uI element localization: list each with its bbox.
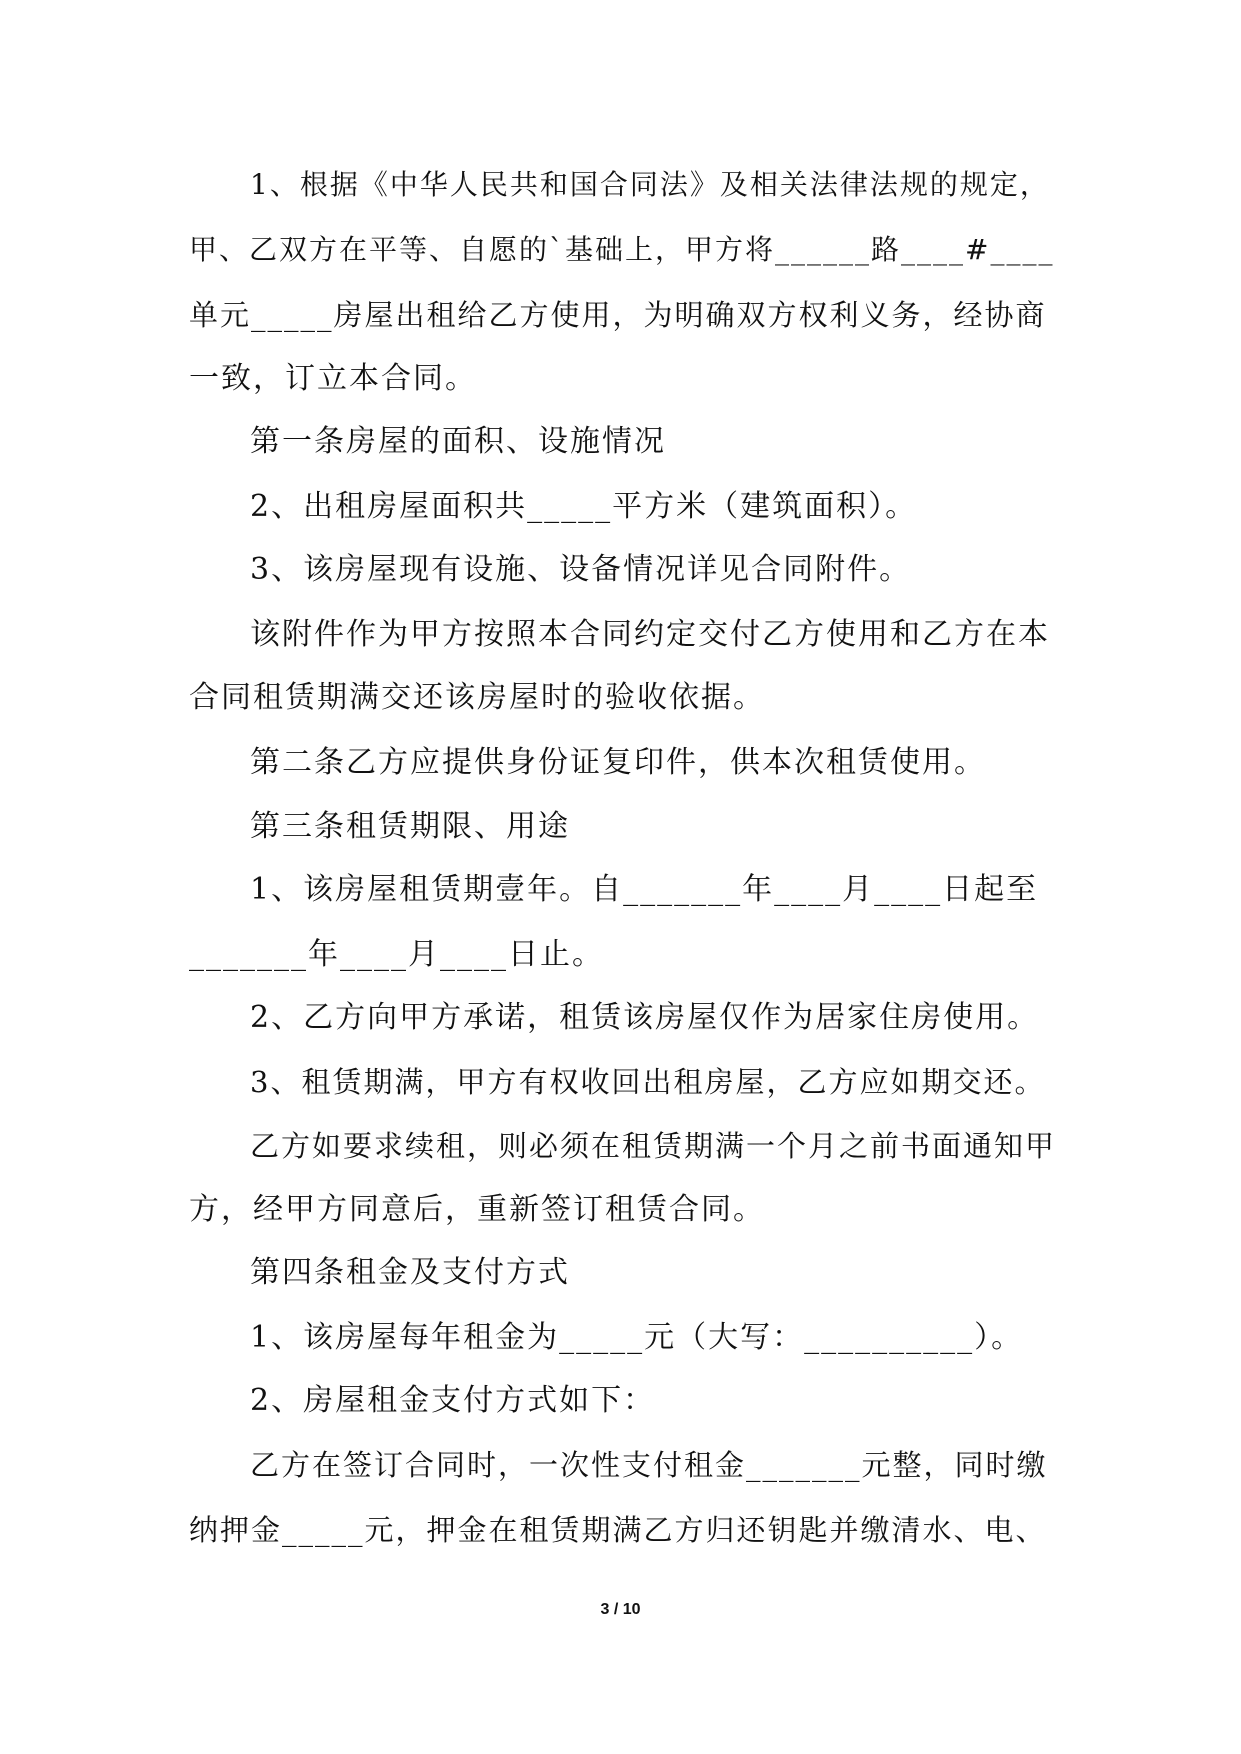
paragraph-line: 该附件作为甲方按照本合同约定交付乙方使用和乙方在本	[250, 617, 1050, 652]
section-heading: 第四条租金及支付方式	[250, 1255, 570, 1290]
paragraph-line: 甲、乙双方在平等、自愿的`基础上，甲方将______路____#____	[189, 233, 1055, 266]
paragraph-line: 2、乙方向甲方承诺，租赁该房屋仅作为居家住房使用。	[250, 1000, 1040, 1035]
paragraph-line: 1、根据《中华人民共和国合同法》及相关法律法规的规定，	[250, 168, 1050, 201]
paragraph-line: 单元_____房屋出租给乙方使用，为明确双方权利义务，经协商	[189, 298, 1047, 332]
paragraph-line: 乙方如要求续租，则必须在租赁期满一个月之前书面通知甲	[250, 1129, 1057, 1163]
paragraph-line: 2、出租房屋面积共_____平方米（建筑面积）。	[250, 489, 918, 524]
paragraph-line: _______年____月____日止。	[189, 937, 604, 972]
paragraph-line: 3、该房屋现有设施、设备情况详见合同附件。	[250, 552, 912, 587]
section-heading: 第一条房屋的面积、设施情况	[250, 424, 666, 459]
paragraph-line: 乙方在签订合同时，一次性支付租金_______元整，同时缴	[250, 1448, 1048, 1482]
paragraph-line: 方，经甲方同意后，重新签订租赁合同。	[189, 1192, 765, 1227]
paragraph-line: 2、房屋租金支付方式如下：	[250, 1383, 656, 1418]
section-heading: 第三条租赁期限、用途	[250, 809, 570, 844]
paragraph-line: 3、租赁期满，甲方有权收回出租房屋，乙方应如期交还。	[250, 1065, 1046, 1099]
section-heading: 第二条乙方应提供身份证复印件，供本次租赁使用。	[250, 745, 986, 780]
paragraph-line: 一致，订立本合同。	[189, 361, 477, 396]
paragraph-line: 1、该房屋租赁期壹年。自_______年____月____日起至	[250, 872, 1039, 907]
paragraph-line: 合同租赁期满交还该房屋时的验收依据。	[189, 680, 765, 715]
page-number: 3 / 10	[600, 1601, 641, 1618]
paragraph-line: 纳押金_____元，押金在租赁期满乙方归还钥匙并缴清水、电、	[189, 1513, 1047, 1547]
paragraph-line: 1、该房屋每年租金为_____元（大写：__________）。	[250, 1320, 1024, 1355]
